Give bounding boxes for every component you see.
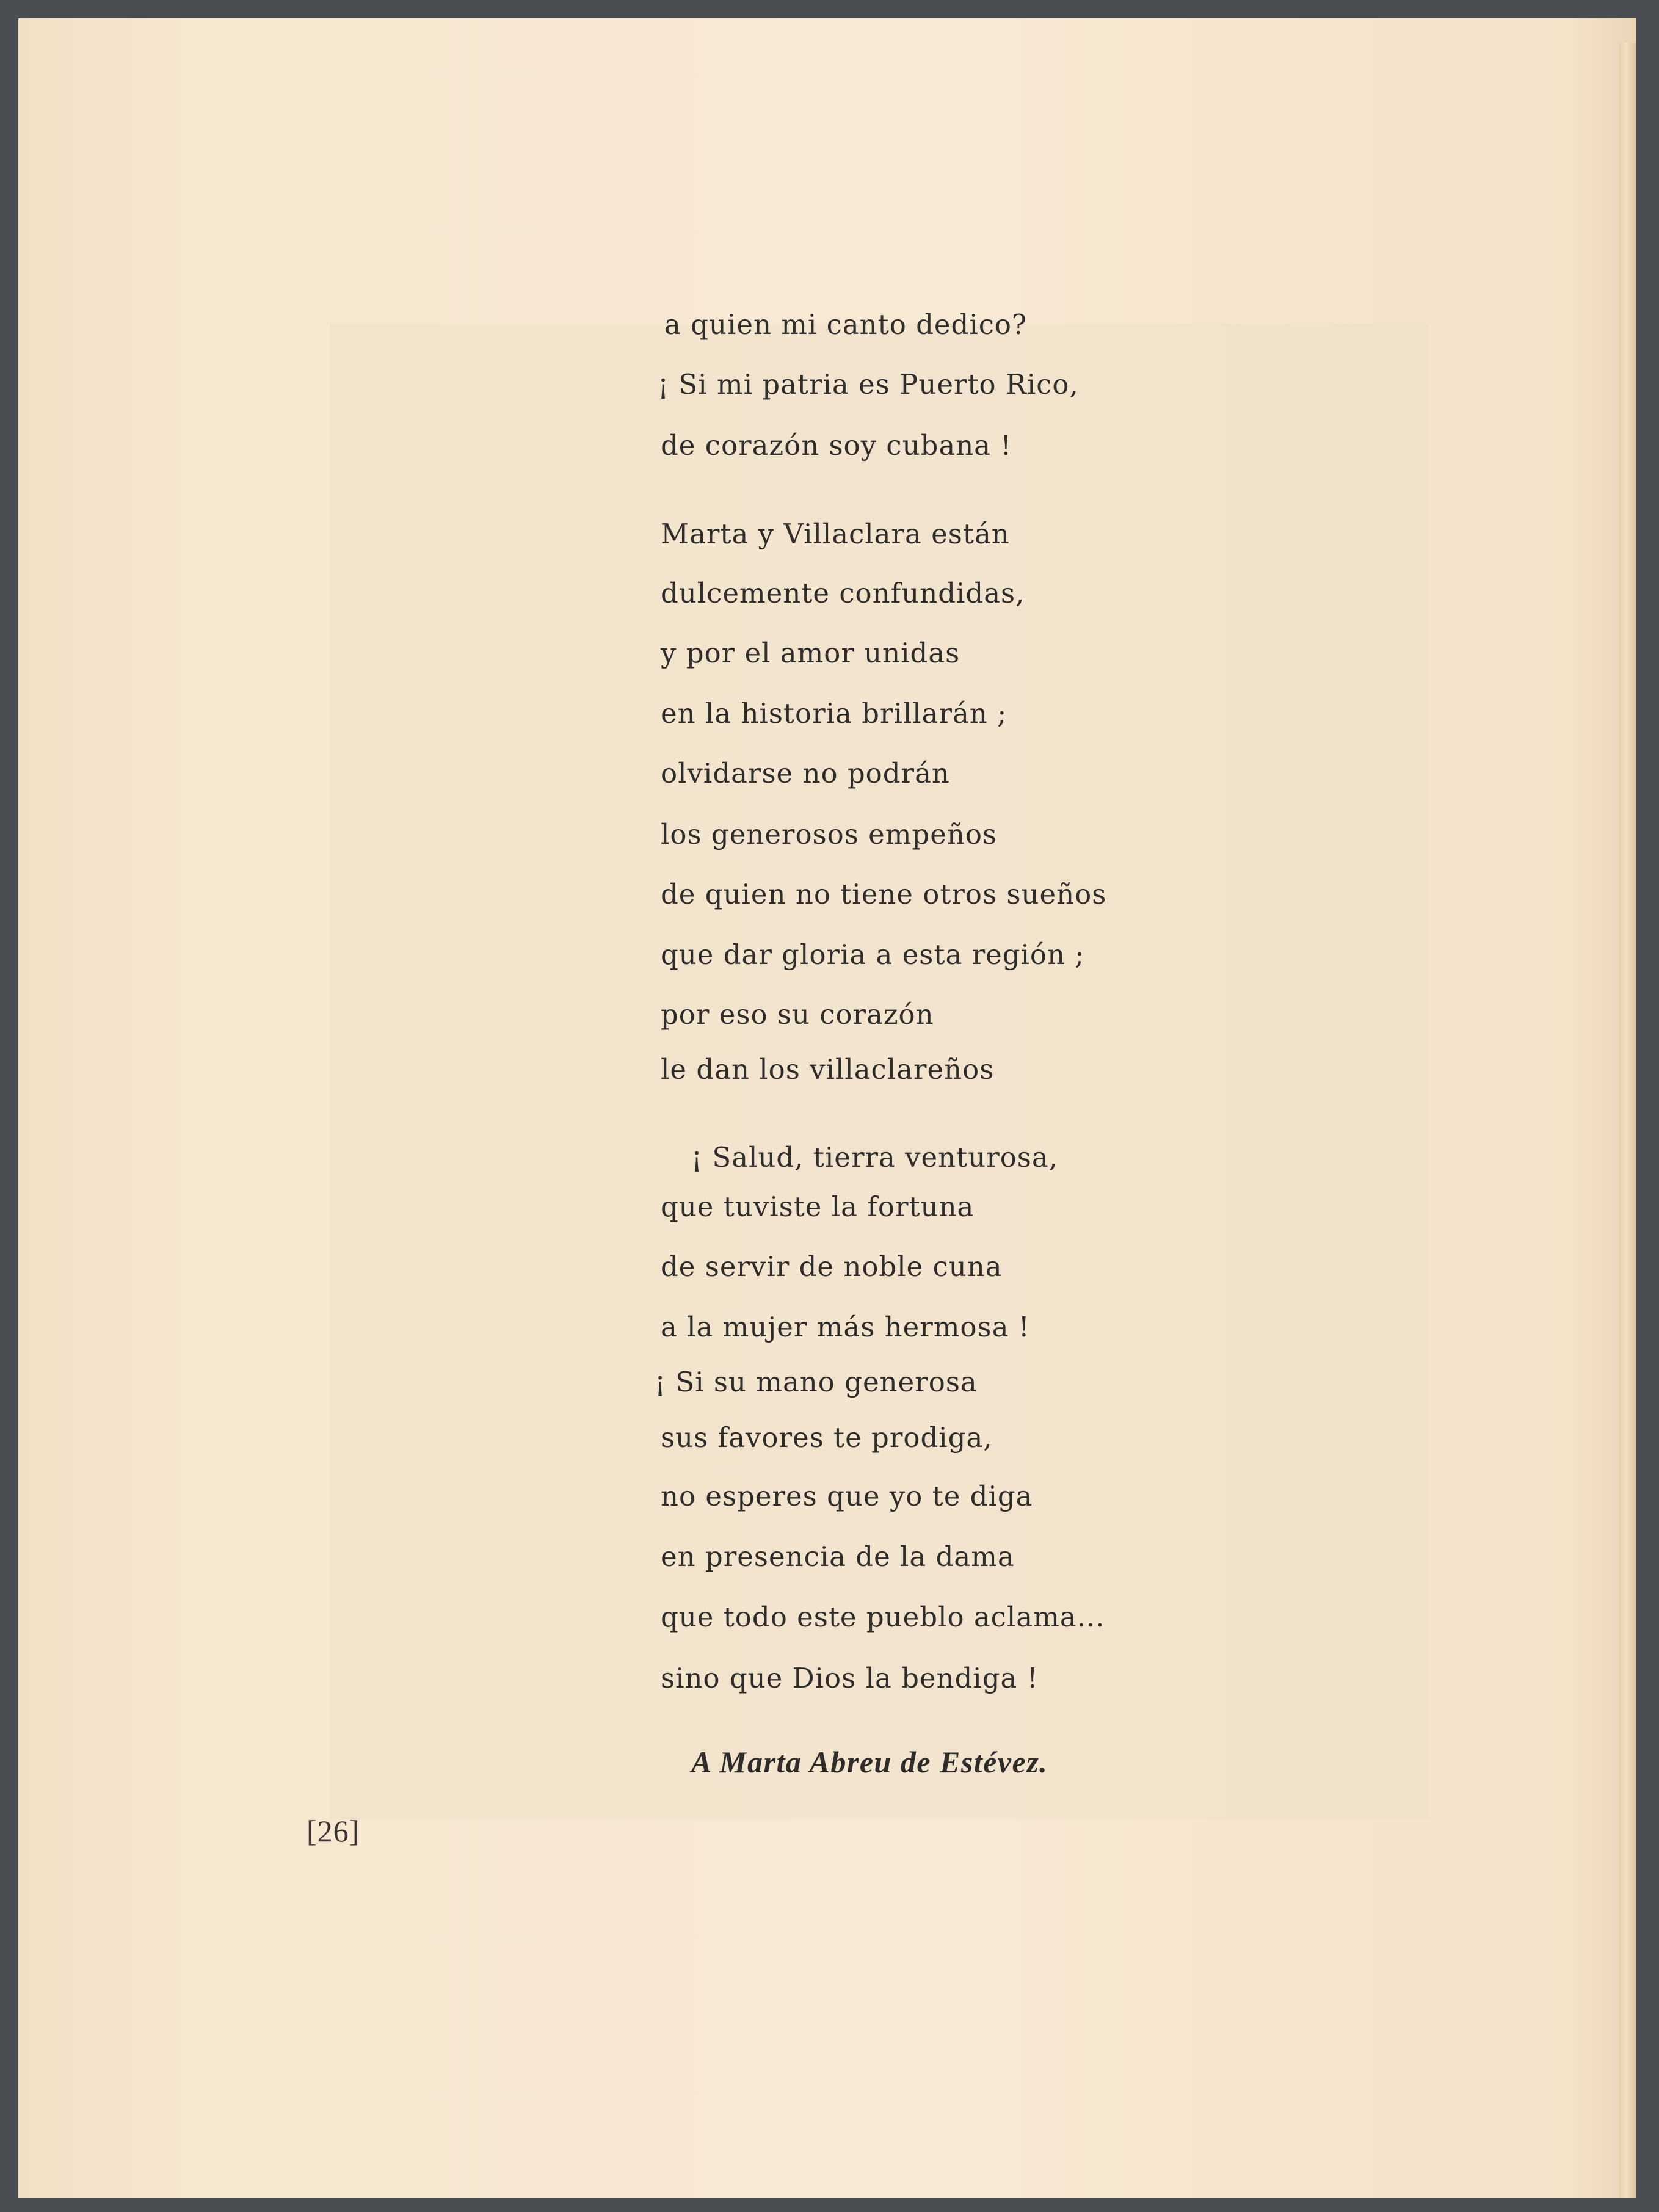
page-number: [26] [307, 1814, 360, 1848]
poem-line: ¡ Si mi patria es Puerto Rico, [658, 368, 1079, 401]
poem-line: y por el amor unidas [661, 637, 960, 669]
poem-line: dulcemente confundidas, [661, 577, 1025, 609]
poem-line: no esperes que yo te diga [661, 1480, 1033, 1512]
poem-line: de servir de noble cuna [661, 1250, 1003, 1283]
poem-dedication: A Marta Abreu de Estévez. [691, 1745, 1048, 1779]
poem-line: en presencia de la dama [661, 1540, 1015, 1573]
poem-line: a quien mi canto dedico? [664, 308, 1028, 341]
book-page [18, 18, 1636, 2198]
poem-line: los generosos empeños [661, 818, 998, 850]
poem-line: le dan los villaclareños [661, 1053, 995, 1086]
poem-line: en la historia brillarán ; [661, 697, 1007, 730]
poem-line: ¡ Si su mano generosa [655, 1366, 978, 1398]
page-edge [1619, 43, 1636, 2198]
poem-line: olvidarse no podrán [661, 757, 950, 789]
poem-line: sus favores te prodiga, [661, 1421, 993, 1454]
poem-line: que todo este pueblo aclama... [661, 1601, 1105, 1633]
poem-line: por eso su corazón [661, 998, 934, 1031]
poem-line: de quien no tiene otros sueños [661, 878, 1107, 910]
poem-line: que tuviste la fortuna [661, 1191, 975, 1223]
poem-line: ¡ Salud, tierra venturosa, [691, 1141, 1059, 1173]
poem-line: Marta y Villaclara están [661, 518, 1010, 550]
poem-line: a la mujer más hermosa ! [661, 1311, 1030, 1343]
poem-line: de corazón soy cubana ! [661, 429, 1012, 462]
poem-line: que dar gloria a esta región ; [661, 938, 1085, 971]
poem-line: sino que Dios la bendiga ! [661, 1662, 1039, 1694]
